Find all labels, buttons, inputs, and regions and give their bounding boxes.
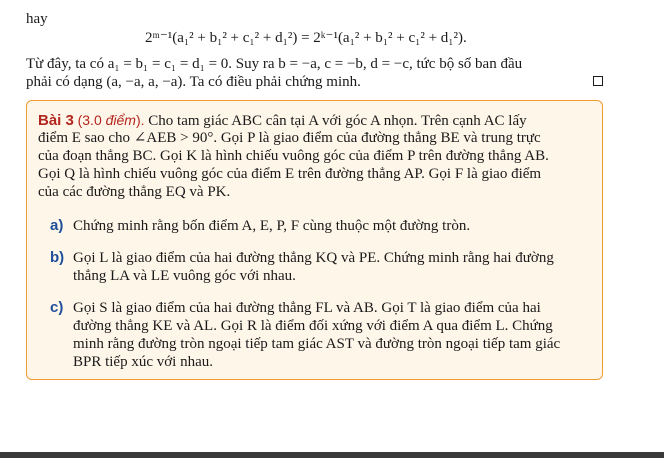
problem-statement-line-2: điểm E sao cho ∠AEB > 90°. Gọi P là giao điểm của đường thẳng BE và trung trực: [38, 130, 541, 146]
preamble-word-hay: hay: [26, 11, 48, 27]
part-c-line-3: minh rằng đường tròn ngoại tiếp tam giác AST và đường tròn ngoại tiếp tam giác: [73, 336, 561, 352]
part-c-line-4: BPR tiếp xúc với nhau.: [73, 354, 214, 370]
problem-points: (3.0 điểm).: [77, 112, 145, 128]
problem-statement-line-4: Gọi Q là hình chiếu vuông góc của điểm E trên đường thẳng AP. Gọi F là giao điểm: [38, 166, 542, 182]
part-b-line-1: Gọi L là giao điểm của hai đường thẳng KQ và PE. Chứng minh rằng hai đường: [73, 250, 554, 266]
conclusion-line-2: phải có dạng (a, −a, a, −a). Ta có điều phải chứng minh.: [26, 74, 361, 90]
problem-statement-line-5: của các đường thẳng EQ và PK.: [38, 184, 231, 200]
problem-statement-line-1: Cho tam giác ABC cân tại A với góc A nhọn. Trên cạnh AC lấy: [148, 113, 527, 129]
part-a-line-1: Chứng minh rằng bốn điểm A, E, P, F cùng thuộc một đường tròn.: [73, 218, 471, 234]
part-c-label: c): [50, 299, 64, 316]
problem-box: [26, 100, 603, 380]
part-a-label: a): [50, 217, 64, 234]
part-b-label: b): [50, 249, 65, 266]
problem-header-line: [38, 111, 527, 130]
conclusion-line-1: Từ đây, ta có a₁ = b₁ = c₁ = d₁ = 0. Suy ra b = −a, c = −b, d = −c, tức bộ số ban đầu: [26, 56, 523, 72]
bottom-scroll-bar: [0, 452, 664, 458]
part-c-line-1: Gọi S là giao điểm của hai đường thẳng FL và AB. Gọi T là giao điểm của hai: [73, 300, 541, 316]
problem-statement-line-3: của đoạn thẳng BC. Gọi K là hình chiếu vuông góc của điểm P trên đường thẳng AB.: [38, 148, 549, 164]
qed-square-icon: [593, 76, 603, 86]
part-b-line-2: thẳng LA và LE vuông góc với nhau.: [73, 268, 296, 284]
part-c-line-2: đường thẳng KE và AL. Gọi R là điểm đối xứng với điểm A qua điểm L. Chứng: [73, 318, 553, 334]
problem-label: Bài 3: [38, 112, 74, 129]
preamble-equation: 2ᵐ⁻¹(a₁² + b₁² + c₁² + d₁²) = 2ᵏ⁻¹(a₁² + b₁² + c₁² + d₁²).: [145, 30, 467, 46]
